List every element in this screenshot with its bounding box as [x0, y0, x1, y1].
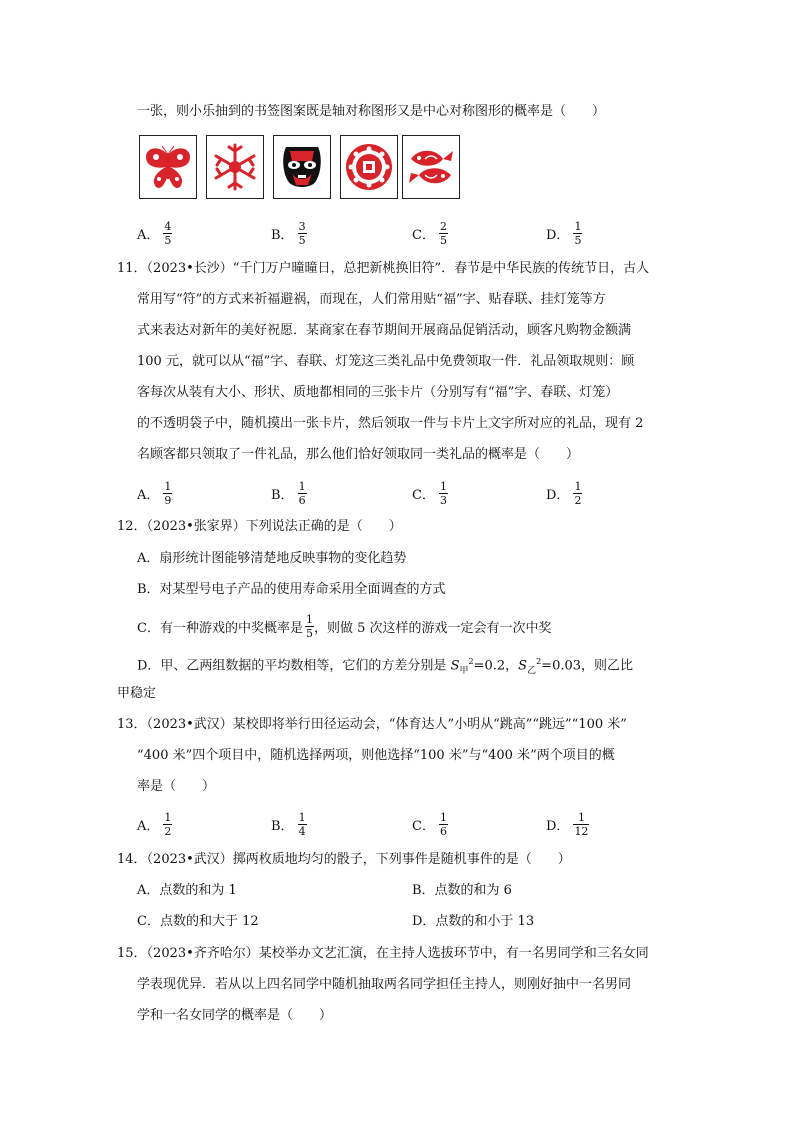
q12-option-b[interactable]: B．对某型号电子产品的使用寿命采用全面调查的方式	[137, 582, 446, 597]
fish-papercut-icon	[405, 141, 457, 193]
q14-option-b[interactable]: B．点数的和为 6	[412, 883, 512, 898]
q15-line-1: 15．（2023•齐齐哈尔）某校举办文艺汇演，在主持人选拔环节中，有一名男同学和三名女同	[117, 946, 649, 961]
q14-option-c[interactable]: C．点数的和大于 12	[137, 914, 259, 929]
q14-option-d[interactable]: D．点数的和小于 13	[412, 914, 535, 929]
q12-option-d-cont: 甲稳定	[117, 686, 157, 701]
q13-option-b[interactable]	[271, 809, 307, 839]
q11-option-c[interactable]	[412, 478, 448, 508]
variance-value: =0.2，	[473, 658, 519, 674]
option-fraction: $\frac{1}{2}$	[164, 810, 172, 838]
option-fraction: $\frac{3}{5}$	[298, 219, 306, 247]
q14-stem: 14．（2023•武汉）掷两枚质地均匀的骰子，下列事件是随机事件的是（ ）	[117, 852, 571, 867]
q12-stem: 12．（2023•张家界）下列说法正确的是（ ）	[117, 519, 402, 534]
q12-option-a[interactable]: A．扇形统计图能够清楚地反映事物的变化趋势	[137, 551, 407, 566]
q11-line-6: 的不透明袋子中，随机摸出一张卡片，然后领取一件与卡片上文字所对应的礼品，现有 2	[137, 416, 644, 431]
opera-mask-icon	[276, 141, 328, 193]
q13-line-3: 率是（ ）	[137, 779, 216, 794]
option-letter: B．	[271, 487, 294, 503]
q11-option-a[interactable]	[137, 478, 172, 508]
subscript-jia: 甲	[459, 665, 469, 676]
q10-image-3	[273, 135, 331, 199]
q11-option-b[interactable]	[271, 478, 307, 508]
q10-option-d[interactable]	[546, 218, 582, 248]
subscript-yi: 乙	[527, 665, 537, 676]
q10-image-1	[139, 135, 197, 199]
q13-line-1: 13．（2023•武汉）某校即将举行田径运动会，“体育达人”小明从“跳高”“跳远”“100 米”	[117, 717, 627, 732]
option-fraction: $\frac{4}{5}$	[164, 219, 172, 247]
variance-symbol: S	[450, 658, 460, 674]
q11-line-3: 式来表达对新年的美好祝愿．某商家在春节期间开展商品促销活动，顾客凡购物金额满	[137, 323, 632, 338]
option-fraction: $\frac{1}{6}$	[439, 810, 447, 838]
option-letter: C．	[412, 818, 435, 834]
option-text: C．有一种游戏的中奖概率是	[137, 620, 303, 636]
round-papercut-icon	[343, 141, 395, 193]
q11-line-7: 名顾客都只领取了一件礼品，那么他们恰好领取同一类礼品的概率是（ ）	[137, 447, 580, 462]
option-letter: B．	[271, 818, 294, 834]
option-letter: A．	[137, 818, 160, 834]
option-text: ，则做 5 次这样的游戏一定会有一次中奖	[313, 620, 552, 636]
option-fraction: $\frac{2}{5}$	[439, 219, 447, 247]
q11-line-4: 100 元，就可以从“福”字、春联、灯笼这三类礼品中免费领取一件．礼品领取规则：顾	[137, 354, 635, 369]
option-letter: C．	[412, 487, 435, 503]
q10-text: 一张，则小乐抽到的书签图案既是轴对称图形又是中心对称图形的概率是（ ）	[137, 104, 606, 119]
q14-option-a[interactable]: A．点数的和为 1	[137, 883, 237, 898]
q10-option-b[interactable]	[271, 218, 307, 248]
butterfly-papercut-icon	[142, 141, 194, 193]
q15-line-3: 学和一名女同学的概率是（ ）	[137, 1008, 333, 1023]
q10-option-c[interactable]	[412, 218, 448, 248]
superscript: 2	[468, 657, 474, 666]
option-fraction: $\frac{1}{2}$	[574, 479, 582, 507]
option-fraction: $\frac{1}{6}$	[298, 479, 306, 507]
q13-option-a[interactable]	[137, 809, 172, 839]
option-letter: B．	[271, 227, 294, 243]
q10-image-4	[340, 135, 398, 199]
option-letter: C．	[412, 227, 435, 243]
superscript: 2	[536, 657, 542, 666]
q10-image-2	[206, 135, 264, 199]
q10-image-5	[402, 135, 460, 199]
q13-line-2: “400 米”四个项目中，随机选择两项，则他选择“100 米”与“400 米”两个项目的概	[137, 748, 615, 763]
option-letter: D．	[546, 227, 570, 243]
snowflake-papercut-icon	[209, 141, 261, 193]
option-fraction: $\frac{1}{5}$	[574, 219, 582, 247]
option-fraction: $\frac{1}{9}$	[164, 479, 172, 507]
option-fraction: $\frac{1}{4}$	[298, 810, 306, 838]
q12-option-c[interactable]	[137, 611, 552, 641]
q12-option-d[interactable]	[137, 652, 633, 681]
q11-line-1: 11．（2023•长沙）“千门万户曈曈日，总把新桃换旧符”．春节是中华民族的传统节日，古人	[117, 261, 650, 276]
q15-line-2: 学表现优异．若从以上四名同学中随机抽取两名同学担任主持人，则刚好抽中一名男同	[137, 977, 632, 992]
q11-option-d[interactable]	[546, 478, 582, 508]
option-letter: D．	[546, 487, 570, 503]
option-fraction: $\frac{1}{12}$	[574, 810, 589, 838]
q11-line-2: 常用写“符”的方式来祈福避祸，而现在，人们常用贴“福”字、贴春联、挂灯笼等方	[137, 292, 606, 307]
option-fraction: $\frac{1}{5}$	[305, 612, 313, 640]
variance-symbol: S	[518, 658, 528, 674]
option-letter: D．	[546, 818, 570, 834]
option-letter: A．	[137, 227, 160, 243]
q11-line-5: 客每次从装有大小、形状、质地都相同的三张卡片（分别写有“福”字、春联、灯笼）	[137, 385, 619, 400]
option-fraction: $\frac{1}{3}$	[439, 479, 447, 507]
option-letter: A．	[137, 487, 160, 503]
option-text: D．甲、乙两组数据的平均数相等，它们的方差分别是	[137, 658, 451, 674]
q13-option-c[interactable]	[412, 809, 448, 839]
q13-option-d[interactable]	[546, 809, 589, 839]
q10-option-a[interactable]	[137, 218, 172, 248]
variance-value: =0.03，则乙比	[541, 658, 634, 674]
